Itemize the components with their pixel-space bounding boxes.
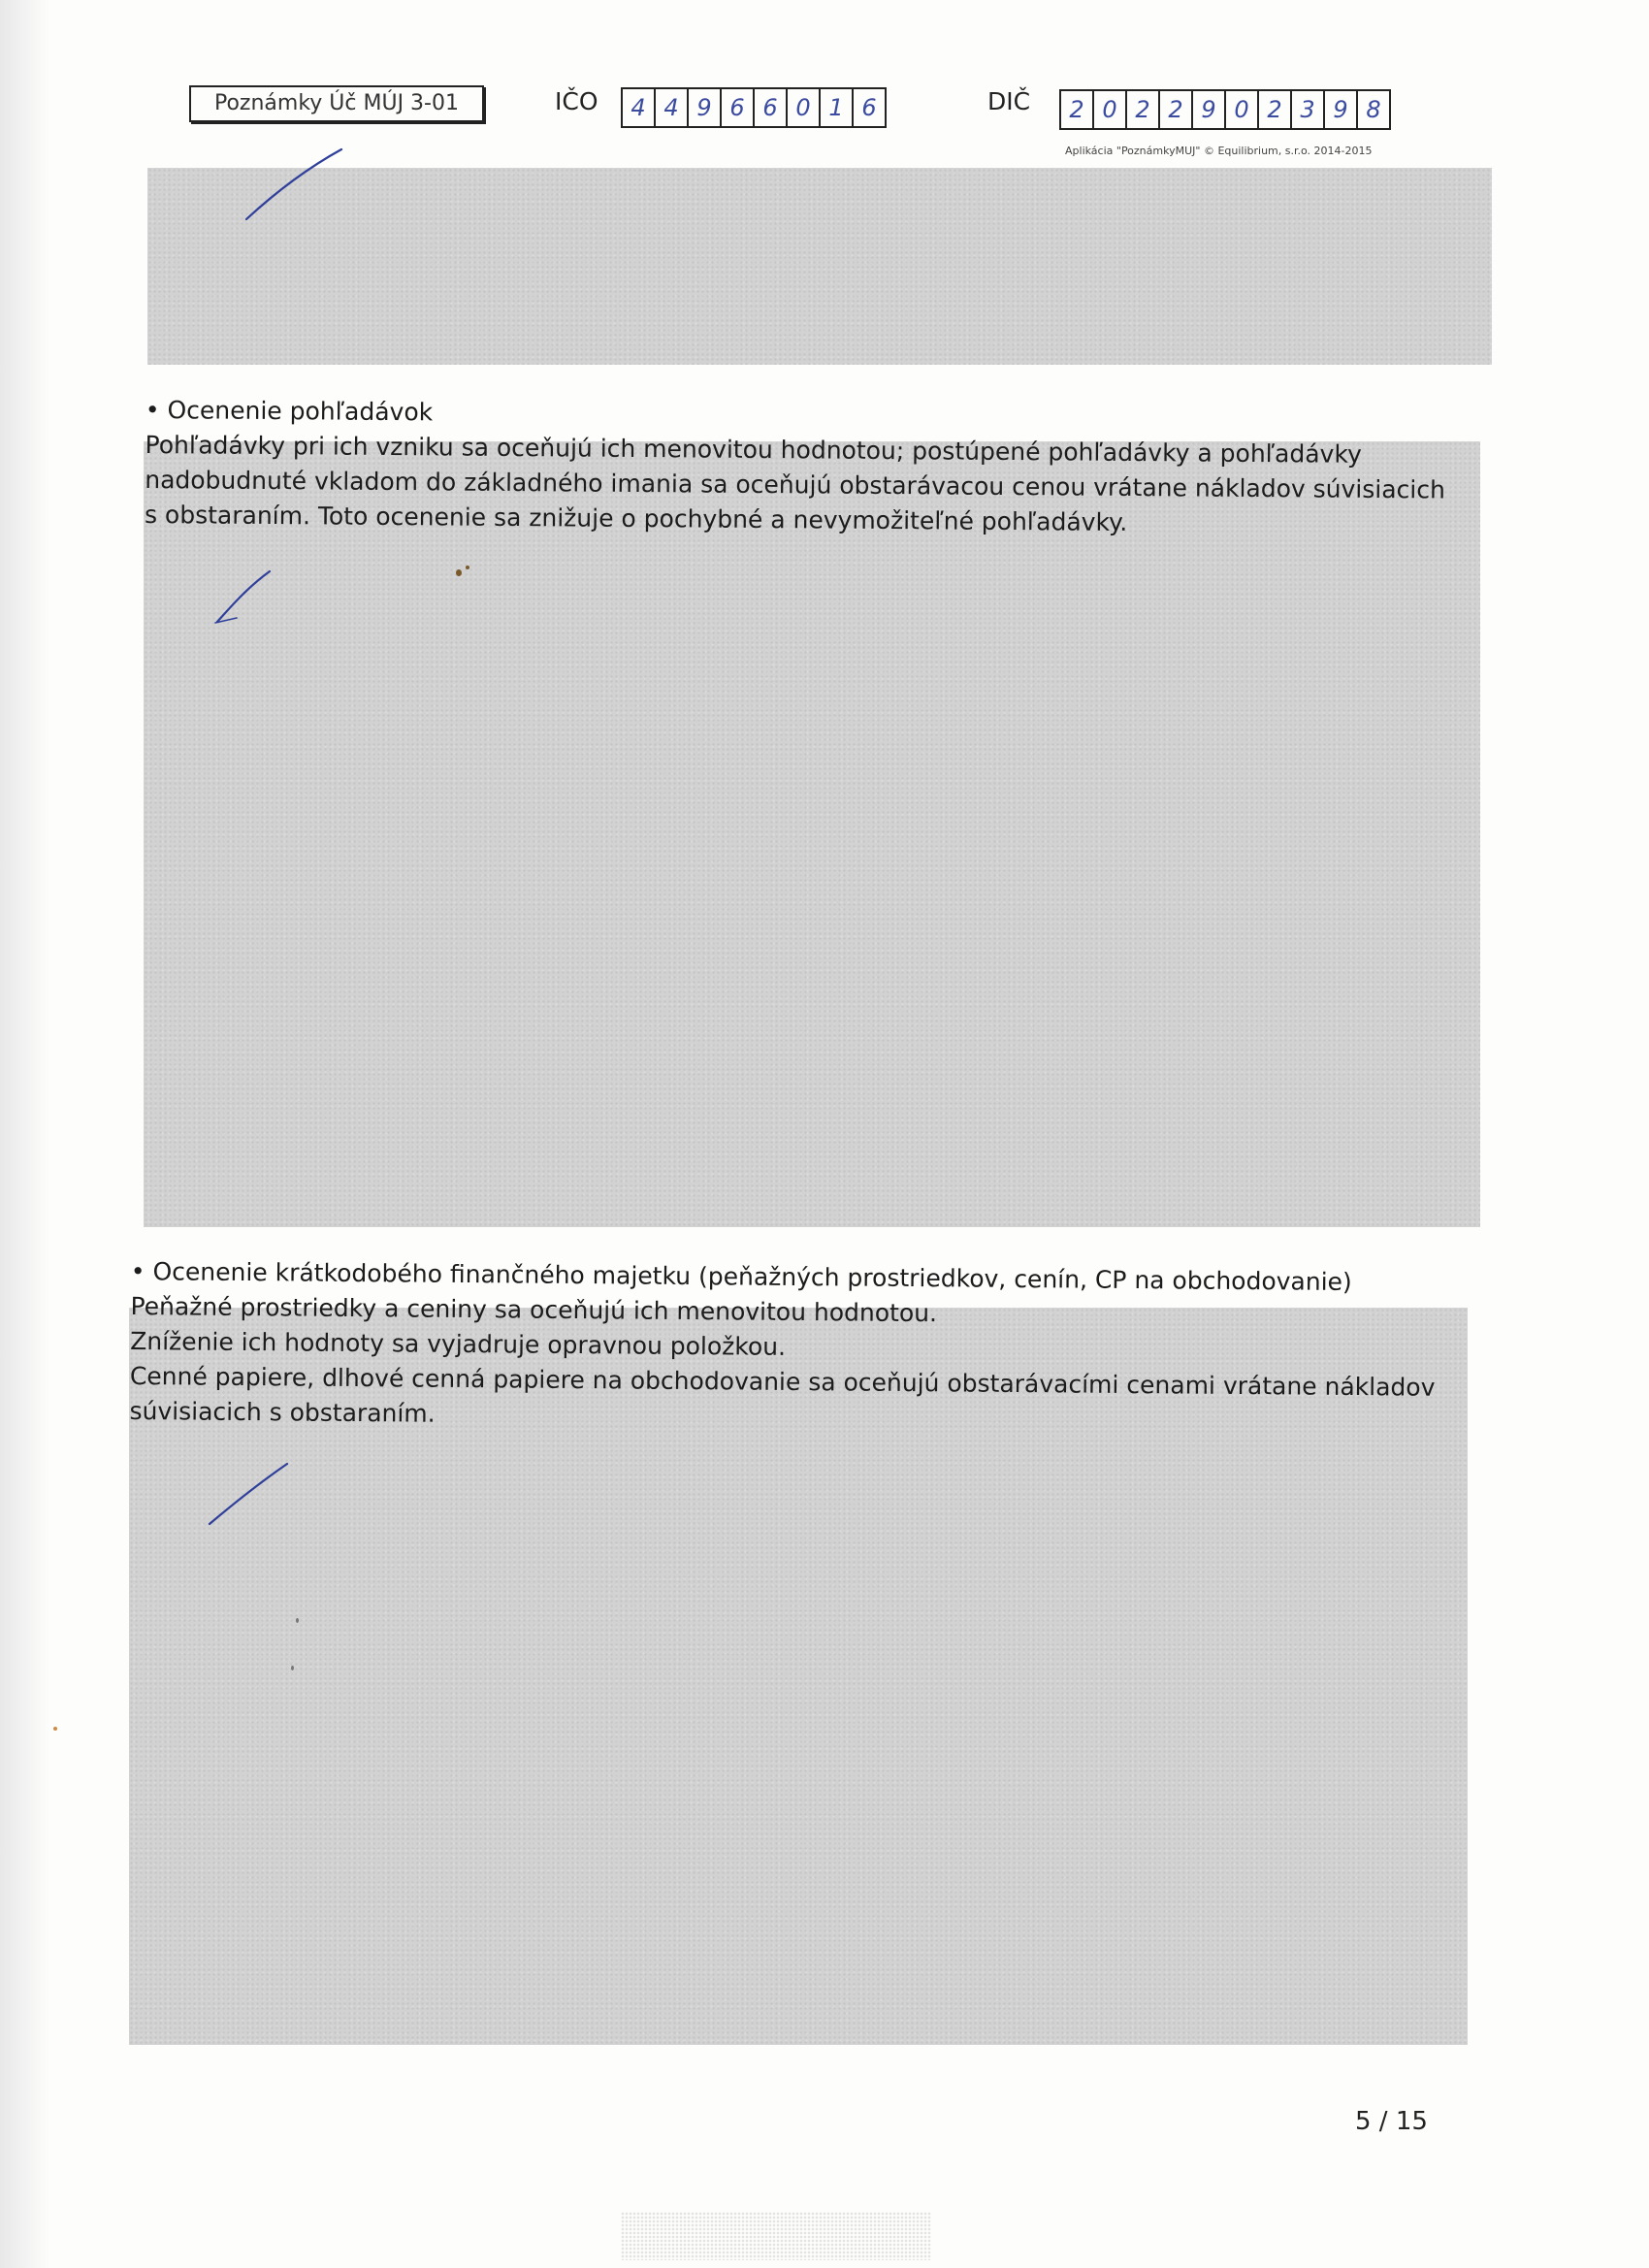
dic-digit: 8 — [1366, 96, 1381, 123]
scan-speck — [456, 569, 462, 576]
dic-digit: 2 — [1160, 91, 1193, 128]
scan-speck — [291, 1666, 294, 1670]
handwritten-strike-mark — [242, 146, 349, 223]
form-id-box: Poznámky Úč MÚJ 3-01 — [189, 85, 484, 122]
scan-speck — [53, 1727, 57, 1731]
ico-digit: 6 — [861, 94, 877, 121]
dic-digit: 2 — [1061, 91, 1094, 128]
section-paragraph: súvisiacich s obstaraním. — [129, 1396, 436, 1428]
ico-digit-boxes — [621, 87, 887, 128]
section-receivables — [145, 393, 1504, 543]
section-financial-assets — [129, 1254, 1489, 1441]
section-paragraph: Cenné papiere, dlhové cenná papiere na obchodovanie sa oceňujú obstarávacími cenami vrátane nákladov — [129, 1361, 1436, 1402]
dic-digit: 2 — [1127, 91, 1160, 128]
page-edge-shadow — [0, 0, 50, 2268]
dic-digit: 9 — [1325, 91, 1358, 128]
scan-speck — [466, 566, 469, 569]
ico-digit: 0 — [788, 89, 821, 126]
section-paragraph: Peňažné prostriedky a ceniny sa oceňujú ich menovitou hodnotou. — [130, 1291, 938, 1328]
handwritten-strike-mark — [211, 567, 279, 626]
dic-digit: 0 — [1226, 91, 1259, 128]
section-paragraph: Pohľadávky pri ich vzniku sa oceňujú ich menovitou hodnotou; postúpené pohľadávky a pohľadávky — [145, 430, 1362, 469]
ico-label: IČO — [555, 87, 598, 115]
dic-digit-boxes — [1059, 89, 1391, 130]
notes-field-receivables — [144, 441, 1480, 1227]
ico-digit: 4 — [623, 89, 656, 126]
ico-digit: 6 — [755, 89, 788, 126]
dic-digit: 9 — [1193, 91, 1226, 128]
page-number: 5 / 15 — [1355, 2107, 1428, 2136]
section-paragraph: s obstaraním. Toto ocenenie sa znižuje o pochybné a nevymožiteľné pohľadávky. — [144, 500, 1128, 536]
ico-digit: 9 — [689, 89, 722, 126]
dic-digit: 0 — [1094, 91, 1127, 128]
scan-speck — [296, 1618, 299, 1623]
section-heading: • Ocenenie pohľadávok — [145, 395, 434, 427]
scan-smudge — [621, 2212, 931, 2260]
ico-digit: 6 — [722, 89, 755, 126]
dic-digit: 2 — [1259, 91, 1292, 128]
section-heading: • Ocenenie krátkodobého finančného majetku (peňažných prostriedkov, cenín, CP na obchodovanie) — [130, 1256, 1352, 1296]
app-copyright: Aplikácia "PoznámkyMUJ" © Equilibrium, s.r.o. 2014-2015 — [1065, 145, 1373, 157]
section-paragraph: nadobudnuté vkladom do základného imania sa oceňujú obstarávacou cenou vrátane nákladov súvisiacich — [145, 465, 1445, 504]
dic-label: DIČ — [987, 87, 1031, 115]
dic-digit: 3 — [1292, 91, 1325, 128]
ico-digit: 4 — [656, 89, 689, 126]
ico-digit: 1 — [821, 89, 854, 126]
handwritten-strike-mark — [206, 1460, 293, 1528]
section-paragraph: Zníženie ich hodnoty sa vyjadruje opravnou položkou. — [130, 1326, 787, 1361]
